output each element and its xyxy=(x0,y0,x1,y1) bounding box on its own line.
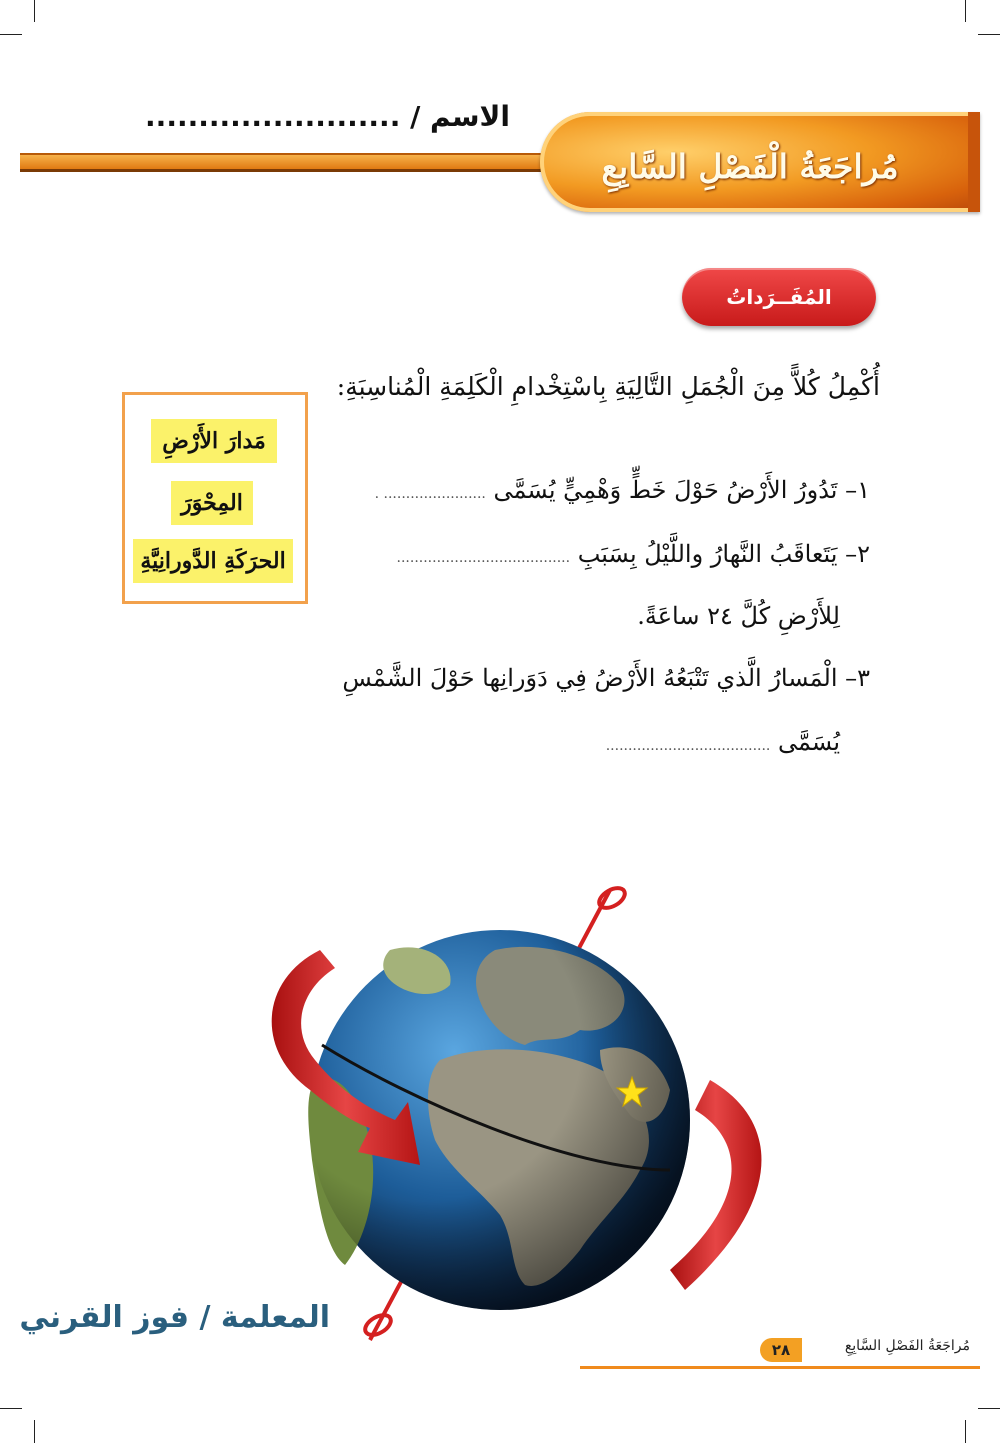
instructions: أُكْمِلُ كُلاًّ مِنَ الْجُمَلِ التَّالِيَةِ بِاسْتِخْدامِ الْكَلِمَةِ الْمُناسِبَةِ: xyxy=(336,372,880,401)
question-3-continuation xyxy=(480,728,840,768)
question-2-continuation: لِلأَرْضِ كُلَّ ٢٤ ساعَةً. xyxy=(637,602,840,630)
crop-mark xyxy=(0,1408,22,1409)
question-1-text: ١– تَدُورُ الأَرْضُ حَوْلَ خَطٍّ وَهْمِيٍّ يُسَمَّى xyxy=(493,476,870,504)
footer-rule xyxy=(580,1366,980,1369)
page-number: ٢٨ xyxy=(760,1338,802,1362)
word-bank-item[interactable]: الحرَكَةِ الدَّورانِيَّةِ xyxy=(133,539,293,583)
question-2 xyxy=(330,540,870,580)
crop-mark xyxy=(965,1420,966,1443)
question-1 xyxy=(330,476,870,516)
question-3-text: ٣– الْمَسارُ الَّذي تَتْبَعُهُ الأَرْضُ فِي دَوَرانِها حَوْلَ الشَّمْسِ xyxy=(342,664,870,692)
question-3-continuation-text: يُسَمَّى xyxy=(778,728,840,756)
question-1-blank[interactable]: ....................... . xyxy=(374,486,486,502)
word-bank xyxy=(122,392,308,604)
question-2-text: ٢– يَتَعاقَبُ النَّهارُ واللَّيْلُ بِسَبَبِ xyxy=(577,540,870,568)
question-3-blank[interactable]: ..................................... xyxy=(605,738,771,754)
chapter-title: مُراجَعَةُ الْفَصْلِ السَّابِعِ xyxy=(601,147,899,186)
crop-mark xyxy=(0,34,22,35)
question-2-blank[interactable]: ....................................... xyxy=(396,550,571,566)
chapter-title-banner xyxy=(540,112,980,212)
word-bank-item[interactable]: المِحْوَرَ xyxy=(171,481,253,525)
header-rule-shadow xyxy=(20,169,580,172)
earth-rotation-illustration xyxy=(240,870,800,1350)
vocabulary-label: المُفَــرَداتُ xyxy=(726,285,832,309)
crop-mark xyxy=(965,0,966,22)
teacher-name: المعلمة / فوز القرني xyxy=(19,1300,330,1335)
student-name-field: الاسم / ........................ xyxy=(145,100,510,133)
footer-chapter-title: مُراجَعَةُ الفَصْلِ السَّابِعِ xyxy=(844,1338,970,1354)
axis-loop-top xyxy=(596,884,628,912)
crop-mark xyxy=(34,1420,35,1443)
crop-mark xyxy=(978,34,1000,35)
crop-mark xyxy=(34,0,35,22)
vocabulary-section-pill xyxy=(682,268,876,326)
crop-mark xyxy=(978,1408,1000,1409)
word-bank-item[interactable]: مَدارَ الأَرْضِ xyxy=(151,419,277,463)
